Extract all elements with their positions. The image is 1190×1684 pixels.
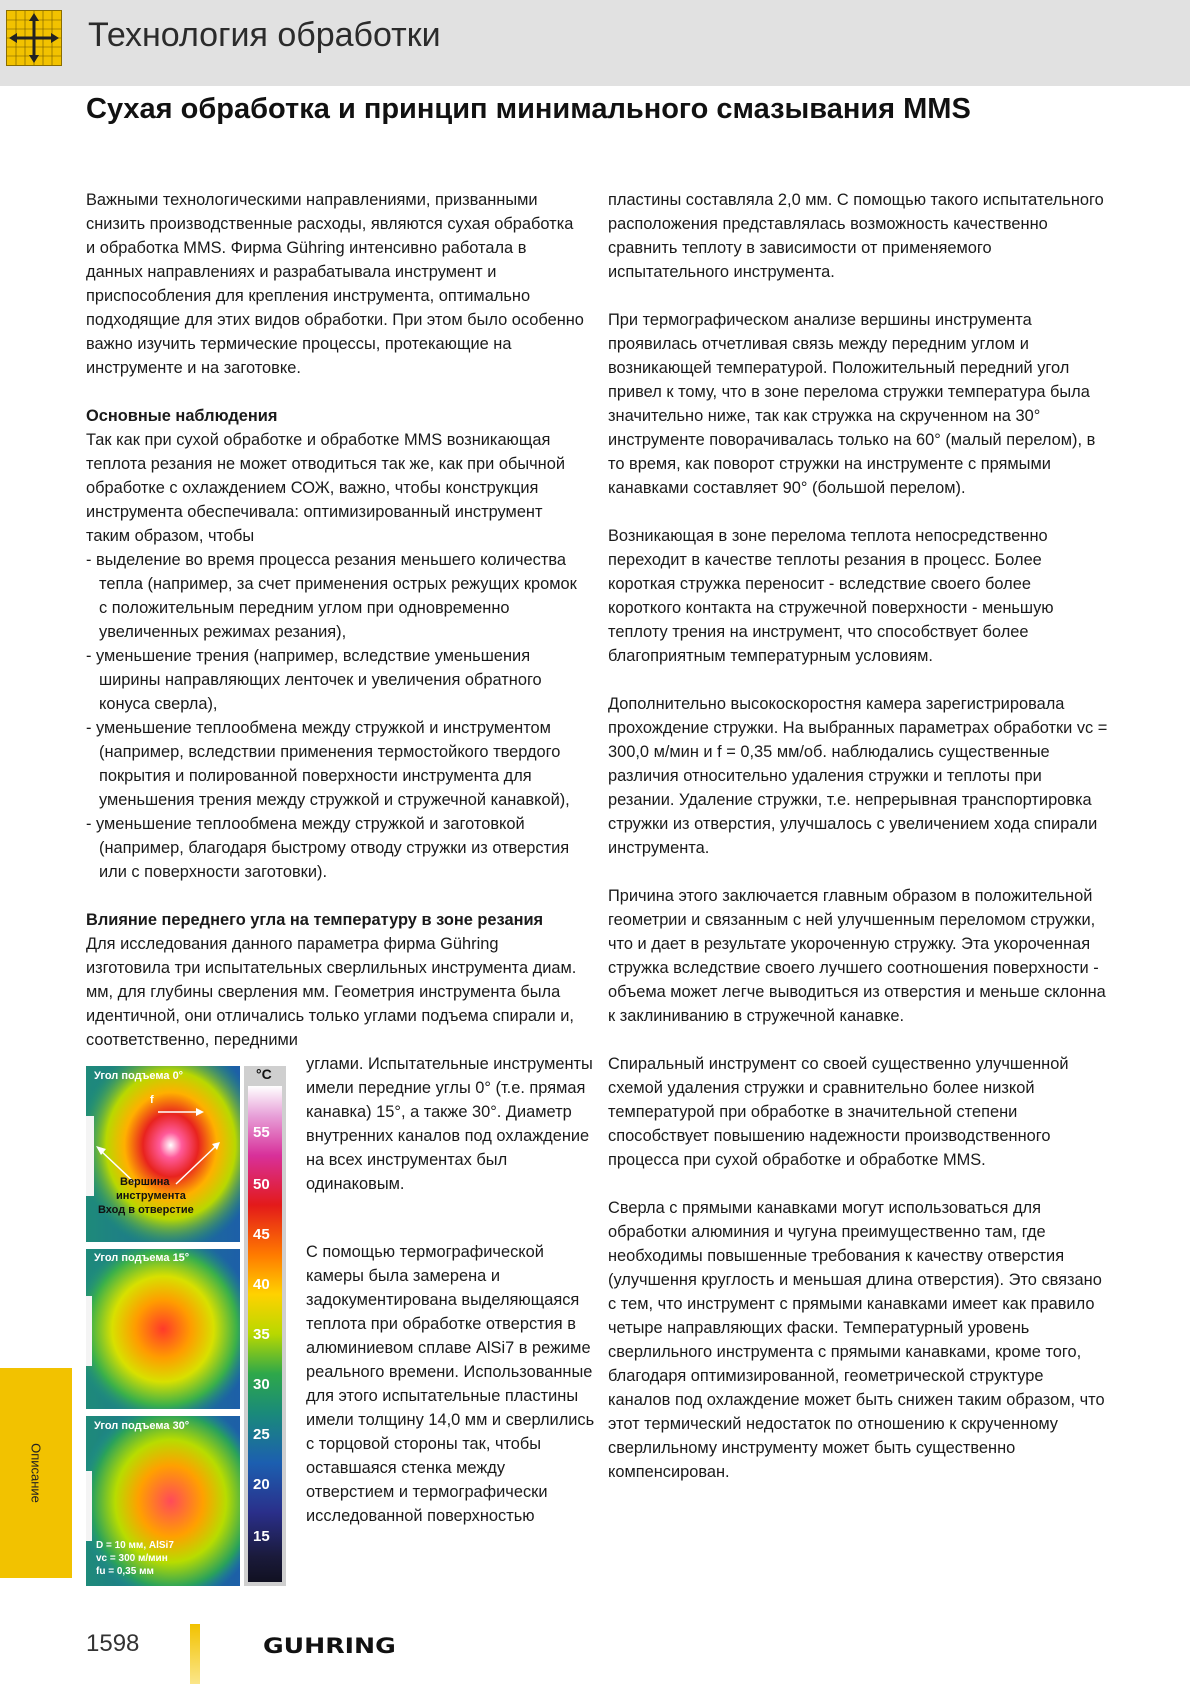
page-number: 1598 bbox=[86, 1630, 140, 1657]
paragraph: При термографическом анализе вершины инструмента проявилась отчетливая связь между передним углом и возникающей температурой. Положительный передний угол привел к тому, что в зоне перелома стружки температура была значительно ниже, так как стружка на скрученном на 30° инструменте поворачивалась только на 60° (малый перелом), в то время, как поворот стружки на инструменте с прямыми канавками составляет 90° (большой перелом). bbox=[608, 311, 1096, 497]
scale-tick: 35 bbox=[253, 1326, 270, 1343]
observations-heading: Основные наблюдения bbox=[86, 407, 278, 425]
paragraph: Возникающая в зоне перелома теплота непосредственно переходит в качестве теплоты резания в процесс. Более короткая стружка переносит - вследствие своего более короткого контакта на стружечной поверхности - меньшую теплоту трения на инструмент, что способствует более благоприятным температурным условиям. bbox=[608, 527, 1054, 665]
intro-paragraph: Важными технологическими направлениями, призванными снизить производственные расходы, являются сухая обработка и обработка MMS. Фирма Gühring интенсивно работала в данных направлениях и разрабатывала инструмент и приспособления для крепления инструмента, оптимально подходящие для этих видов обработки. При этом было особенно важно изучить термические процессы, протекающие на инструменте и на заготовке. bbox=[86, 191, 584, 377]
observations-text: Так как при сухой обработке и обработке MMS возникающая теплота резания не может отводиться так же, как при обычной обработке с охлаждением СОЖ, важно, чтобы конструкция инструмента обеспечивала: оптимизированный инструмент таким образом, чтобы bbox=[86, 431, 565, 545]
bullet-item: - выделение во время процесса резания меньшего количества тепла (например, за счет применения острых режущих кромок с положительным передним углом при одновременно увеличенных режимах резания), bbox=[86, 551, 577, 641]
paragraph: пластины составляла 2,0 мм. С помощью такого испытательного расположения представлялась возможность качественно сравнить теплоту в зависимости от применяемого испытательного инструмента. bbox=[608, 191, 1104, 281]
header-title: Технология обработки bbox=[88, 16, 441, 54]
scale-tick: 15 bbox=[253, 1528, 270, 1545]
figure-parameter: vc = 300 м/мин bbox=[96, 1553, 168, 1564]
influence-heading: Влияние переднего угла на температуру в зоне резания bbox=[86, 911, 544, 929]
bullet-item: - уменьшение трения (например, вследствие уменьшения ширины направляющих ленточек и увеличения обратного конуса сверла), bbox=[86, 647, 542, 713]
figure-parameter: fu = 0,35 мм bbox=[96, 1566, 154, 1577]
scale-tick: 55 bbox=[253, 1124, 270, 1141]
figure-label: Вершина bbox=[120, 1176, 170, 1188]
page-title: Сухая обработка и принцип минимального смазывания MMS bbox=[86, 93, 971, 125]
panel-title: Угол подъема 15° bbox=[94, 1252, 190, 1264]
figure-label: инструмента bbox=[116, 1190, 186, 1202]
left-column bbox=[86, 188, 586, 1052]
bullet-item: - уменьшение теплообмена между стружкой и инструментом (например, вследствии применения термостойкого твердого покрытия и полированной поверхности инструмента для уменьшения трения между стружкой и стружечной канавкой), bbox=[86, 719, 570, 809]
figure-side-text-b: С помощью термографической камеры была замерена и задокументирована выделяющаяся теплота при обработке отверстия в алюминиевом сплаве AlSi7 в режиме реального времени. Использованные для этого испытательные пластины имели толщину 14,0 мм и сверлились с торцовой стороны так, чтобы оставшаяся стенка между отверстием и термографически исследованной поверхностью bbox=[306, 1243, 595, 1525]
bullet-item: - уменьшение теплообмена между стружкой и заготовкой (например, благодаря быстрому отводу стружки из отверстия или с поверхности заготовки). bbox=[86, 815, 570, 881]
scale-unit: °C bbox=[256, 1066, 272, 1082]
paragraph: Дополнительно высокоскоростня камера зарегистрировала прохождение стружки. На выбранных параметрах обработки vc = 300,0 м/мин и f = 0,35 мм/об. наблюдались существенные различия относительно удаления стружки и теплоты при резании. Удаление стружки, т.е. непрерывная транспортировка стружки из отверстия, улучшалось с увеличением хода спирали инструмента. bbox=[608, 695, 1108, 857]
panel-title: Угол подъема 0° bbox=[94, 1070, 184, 1082]
figure-label: Вход в отверстие bbox=[98, 1204, 194, 1216]
paragraph: Причина этого заключается главным образом в положительной геометрии и связанным с ней улучшенным переломом стружки, что и дает в результате укороченную стружку. Эта укороченная стружка вследствие своего лучшего соотношения поверхности - объема может легче выводиться из отверстия и меньше склонна к заклиниванию в стружечной канавке. bbox=[608, 887, 1106, 1025]
scale-tick: 40 bbox=[253, 1276, 270, 1293]
scale-tick: 50 bbox=[253, 1176, 270, 1193]
side-tab bbox=[0, 1368, 72, 1578]
figure-side-text-a: углами. Испытательные инструменты имели передние углы 0° (т.е. прямая канавка) 15°, а также 30°. Диаметр внутренних каналов под охлаждение на всех инструментах был одинаковым. bbox=[306, 1055, 593, 1193]
paragraph: Спиральный инструмент со своей существенно улучшенной схемой удаления стружки и сравнительно более низкой температурой при обработке в значительной степени способствует повышению надежности производственного процесса при сухой обработке и обработке MMS. bbox=[608, 1055, 1069, 1169]
scale-tick: 20 bbox=[253, 1476, 270, 1493]
paragraph: Сверла с прямыми канавками могут использоваться для обработки алюминия и чугуна преимущественно там, где необходимы повышенные требования к качеству отверстия (улучшення круглость и меньшая длина отверстия). Это связано с тем, что инструмент с прямыми канавками имеет как правило четыре направляющих фаски. Температурный уровень сверлильного инструмента с прямыми канавками, кроме того, благодаря оптимизированной, геометрической структуре каналов под охлаждение может быть снижен таким образом, что этот термический недостаток по отношению к скрученному сверлильному инструменту может быть существенно компенсирован. bbox=[608, 1199, 1105, 1481]
scale-tick: 25 bbox=[253, 1426, 270, 1443]
category-logo-icon bbox=[6, 10, 62, 66]
panel-title: Угол подъема 30° bbox=[94, 1420, 190, 1432]
footer-accent-bar bbox=[190, 1624, 200, 1684]
scale-tick: 45 bbox=[253, 1226, 270, 1243]
right-column bbox=[608, 188, 1108, 1484]
side-tab-label: Описание bbox=[28, 1443, 44, 1503]
influence-text: Для исследования данного параметра фирма Gühring изготовила три испытательных сверлильных инструмента диам. мм, для глубины сверления мм. Геометрия инструмента была идентичной, они отличались только углами подъема спирали и, соответственно, передними bbox=[86, 935, 577, 1049]
scale-tick: 30 bbox=[253, 1376, 270, 1393]
brand-logo: GUHRING bbox=[263, 1634, 396, 1658]
feed-label: f bbox=[150, 1094, 154, 1106]
figure-parameter: D = 10 мм, AlSi7 bbox=[96, 1540, 174, 1551]
